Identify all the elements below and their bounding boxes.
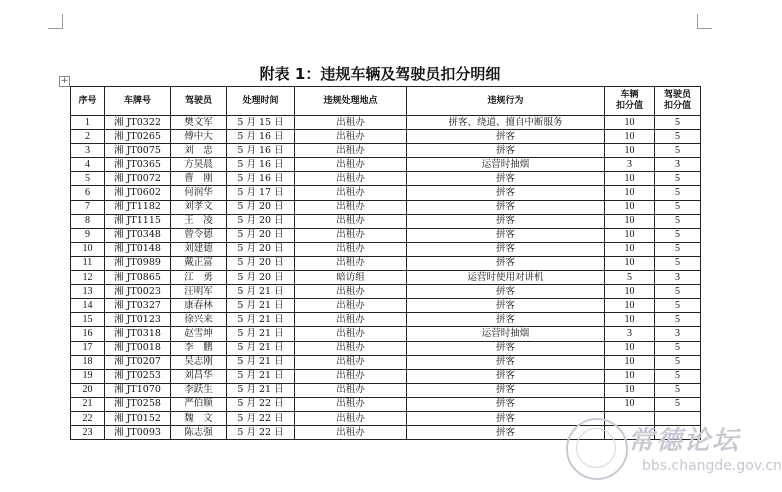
cell-driver: 傅中大 <box>171 130 227 144</box>
cell-plate: 湘 JT0365 <box>105 158 171 172</box>
cell-violation: 拼客 <box>407 130 605 144</box>
cell-date: 5 月 22 日 <box>227 426 295 440</box>
cell-violation: 拼客 <box>407 200 605 214</box>
cell-vehicle-points: 10 <box>605 242 655 256</box>
table-row <box>71 426 701 440</box>
cell-violation: 拼客 <box>407 228 605 242</box>
cell-location: 出租办 <box>295 369 407 383</box>
table-row <box>71 256 701 270</box>
cell-driver-points: 5 <box>655 116 701 130</box>
cell-seq: 17 <box>71 341 105 355</box>
cell-driver-points: 5 <box>655 214 701 228</box>
cell-vehicle-points: 10 <box>605 397 655 411</box>
cell-vehicle-points: 10 <box>605 285 655 299</box>
header-vehicle-points: 车辆 扣分值 <box>605 87 655 116</box>
cell-driver-points: 3 <box>655 158 701 172</box>
cell-location: 出租办 <box>295 327 407 341</box>
cell-date: 5 月 21 日 <box>227 327 295 341</box>
cell-vehicle-points: 10 <box>605 313 655 327</box>
cell-vehicle-points: 3 <box>605 327 655 341</box>
cell-seq: 8 <box>71 214 105 228</box>
cell-seq: 12 <box>71 271 105 285</box>
table-row <box>71 285 701 299</box>
table-row <box>71 271 701 285</box>
cell-driver-points: 5 <box>655 172 701 186</box>
cell-vehicle-points: 10 <box>605 200 655 214</box>
cell-plate: 湘 JT0075 <box>105 144 171 158</box>
cell-driver: 李 鹏 <box>171 341 227 355</box>
cell-vehicle-points: 10 <box>605 172 655 186</box>
header-driver: 驾驶员 <box>171 87 227 116</box>
cell-date: 5 月 16 日 <box>227 158 295 172</box>
cell-seq: 4 <box>71 158 105 172</box>
cell-driver-points: 5 <box>655 256 701 270</box>
table-row <box>71 411 701 425</box>
watermark-url: bbs.changde.gov.cn <box>642 458 782 474</box>
cell-date: 5 月 20 日 <box>227 242 295 256</box>
cell-violation: 拼客 <box>407 242 605 256</box>
cell-violation: 拼客 <box>407 426 605 440</box>
cell-seq: 6 <box>71 186 105 200</box>
cell-date: 5 月 17 日 <box>227 186 295 200</box>
cell-location: 出租办 <box>295 116 407 130</box>
cell-violation: 拼客 <box>407 299 605 313</box>
page-corner-mark-top-left <box>48 14 63 29</box>
cell-date: 5 月 16 日 <box>227 144 295 158</box>
cell-driver: 陈志强 <box>171 426 227 440</box>
cell-violation: 拼客 <box>407 355 605 369</box>
cell-plate: 湘 JT0018 <box>105 341 171 355</box>
cell-seq: 7 <box>71 200 105 214</box>
header-seq: 序号 <box>71 87 105 116</box>
cell-date: 5 月 20 日 <box>227 214 295 228</box>
cell-violation: 拼客、绕道、擅自中断服务 <box>407 116 605 130</box>
cell-vehicle-points: 10 <box>605 130 655 144</box>
cell-driver: 魏 文 <box>171 411 227 425</box>
cell-seq: 13 <box>71 285 105 299</box>
cell-driver: 刘昌华 <box>171 369 227 383</box>
cell-plate: 湘 JT0148 <box>105 242 171 256</box>
cell-date: 5 月 20 日 <box>227 228 295 242</box>
cell-date: 5 月 21 日 <box>227 369 295 383</box>
cell-plate: 湘 JT1115 <box>105 214 171 228</box>
cell-driver: 方昊晨 <box>171 158 227 172</box>
cell-driver: 曾令德 <box>171 228 227 242</box>
cell-date: 5 月 20 日 <box>227 271 295 285</box>
cell-location: 出租办 <box>295 172 407 186</box>
cell-driver: 王 凌 <box>171 214 227 228</box>
table-row <box>71 172 701 186</box>
cell-location: 出租办 <box>295 285 407 299</box>
cell-violation: 拼客 <box>407 256 605 270</box>
cell-vehicle-points: 10 <box>605 341 655 355</box>
cell-seq: 10 <box>71 242 105 256</box>
cell-plate: 湘 JT0865 <box>105 271 171 285</box>
table-move-handle-icon[interactable]: + <box>60 76 69 86</box>
cell-vehicle-points: 10 <box>605 228 655 242</box>
table-row <box>71 186 701 200</box>
cell-seq: 16 <box>71 327 105 341</box>
cell-seq: 18 <box>71 355 105 369</box>
table-row <box>71 242 701 256</box>
cell-driver-points: 5 <box>655 242 701 256</box>
cell-vehicle-points: 10 <box>605 144 655 158</box>
cell-date: 5 月 21 日 <box>227 285 295 299</box>
header-plate: 车牌号 <box>105 87 171 116</box>
cell-driver: 康春林 <box>171 299 227 313</box>
cell-driver-points: 5 <box>655 369 701 383</box>
cell-violation: 拼客 <box>407 397 605 411</box>
cell-driver-points <box>655 426 701 440</box>
table-row <box>71 116 701 130</box>
cell-seq: 21 <box>71 397 105 411</box>
cell-location: 出租办 <box>295 200 407 214</box>
cell-driver: 徐兴来 <box>171 313 227 327</box>
cell-date: 5 月 21 日 <box>227 313 295 327</box>
table-row <box>71 214 701 228</box>
cell-seq: 15 <box>71 313 105 327</box>
cell-location: 出租办 <box>295 383 407 397</box>
cell-seq: 19 <box>71 369 105 383</box>
cell-driver-points: 5 <box>655 285 701 299</box>
cell-plate: 湘 JT0207 <box>105 355 171 369</box>
table-header-row <box>71 87 701 116</box>
page-corner-mark-top-right <box>697 14 712 29</box>
cell-driver: 汪明军 <box>171 285 227 299</box>
cell-seq: 3 <box>71 144 105 158</box>
cell-date: 5 月 22 日 <box>227 397 295 411</box>
watermark-text: 常德论坛 <box>628 426 741 456</box>
cell-driver: 李跃生 <box>171 383 227 397</box>
cell-driver-points: 5 <box>655 341 701 355</box>
cell-driver-points: 3 <box>655 271 701 285</box>
cell-violation: 运营时使用对讲机 <box>407 271 605 285</box>
cell-vehicle-points: 10 <box>605 116 655 130</box>
cell-driver-points: 5 <box>655 200 701 214</box>
cell-driver: 何润华 <box>171 186 227 200</box>
cell-violation: 运营时抽烟 <box>407 158 605 172</box>
cell-violation: 拼客 <box>407 341 605 355</box>
table-row <box>71 158 701 172</box>
cell-vehicle-points: 10 <box>605 369 655 383</box>
cell-location: 出租办 <box>295 355 407 369</box>
cell-date: 5 月 21 日 <box>227 299 295 313</box>
cell-driver: 赵雪坤 <box>171 327 227 341</box>
cell-plate: 湘 JT0348 <box>105 228 171 242</box>
cell-seq: 22 <box>71 411 105 425</box>
cell-violation: 拼客 <box>407 411 605 425</box>
cell-plate: 湘 JT0258 <box>105 397 171 411</box>
cell-driver-points: 5 <box>655 299 701 313</box>
cell-driver: 刘孝文 <box>171 200 227 214</box>
cell-date: 5 月 21 日 <box>227 383 295 397</box>
header-location: 违规处理地点 <box>295 87 407 116</box>
table-row <box>71 397 701 411</box>
table-row <box>71 369 701 383</box>
cell-vehicle-points: 5 <box>605 271 655 285</box>
table-row <box>71 355 701 369</box>
cell-violation: 拼客 <box>407 383 605 397</box>
page-title: 附表 1：违规车辆及驾驶员扣分明细 <box>259 65 501 83</box>
cell-driver: 严伯顺 <box>171 397 227 411</box>
cell-seq: 2 <box>71 130 105 144</box>
cell-vehicle-points: 10 <box>605 299 655 313</box>
table-row <box>71 228 701 242</box>
table-row <box>71 327 701 341</box>
cell-plate: 湘 JT0318 <box>105 327 171 341</box>
cell-violation: 运营时抽烟 <box>407 327 605 341</box>
cell-plate: 湘 JT0602 <box>105 186 171 200</box>
table-row <box>71 313 701 327</box>
cell-seq: 5 <box>71 172 105 186</box>
cell-driver-points: 5 <box>655 355 701 369</box>
cell-plate: 湘 JT0265 <box>105 130 171 144</box>
cell-violation: 拼客 <box>407 285 605 299</box>
cell-seq: 20 <box>71 383 105 397</box>
cell-date: 5 月 16 日 <box>227 130 295 144</box>
cell-plate: 湘 JT0152 <box>105 411 171 425</box>
cell-location: 出租办 <box>295 214 407 228</box>
cell-location: 出租办 <box>295 397 407 411</box>
cell-location: 出租办 <box>295 158 407 172</box>
cell-driver-points: 3 <box>655 327 701 341</box>
table-row <box>71 341 701 355</box>
cell-plate: 湘 JT0023 <box>105 285 171 299</box>
cell-driver: 戴正富 <box>171 256 227 270</box>
cell-vehicle-points: 10 <box>605 186 655 200</box>
cell-vehicle-points: 10 <box>605 355 655 369</box>
cell-date: 5 月 20 日 <box>227 256 295 270</box>
cell-location: 出租办 <box>295 228 407 242</box>
cell-seq: 23 <box>71 426 105 440</box>
violation-table <box>70 86 701 440</box>
cell-vehicle-points: 10 <box>605 214 655 228</box>
cell-date: 5 月 21 日 <box>227 355 295 369</box>
cell-plate: 湘 JT0322 <box>105 116 171 130</box>
cell-violation: 拼客 <box>407 313 605 327</box>
table-row <box>71 130 701 144</box>
cell-driver: 吴志刚 <box>171 355 227 369</box>
cell-seq: 11 <box>71 256 105 270</box>
header-date: 处理时间 <box>227 87 295 116</box>
cell-violation: 拼客 <box>407 186 605 200</box>
cell-plate: 湘 JT0123 <box>105 313 171 327</box>
cell-driver: 曹 刚 <box>171 172 227 186</box>
cell-driver-points <box>655 411 701 425</box>
cell-plate: 湘 JT0093 <box>105 426 171 440</box>
cell-driver: 刘建德 <box>171 242 227 256</box>
cell-violation: 拼客 <box>407 214 605 228</box>
cell-driver: 樊文军 <box>171 116 227 130</box>
cell-location: 出租办 <box>295 426 407 440</box>
cell-location: 出租办 <box>295 299 407 313</box>
cell-date: 5 月 22 日 <box>227 411 295 425</box>
cell-driver-points: 5 <box>655 228 701 242</box>
cell-date: 5 月 16 日 <box>227 172 295 186</box>
cell-date: 5 月 15 日 <box>227 116 295 130</box>
table-row <box>71 200 701 214</box>
cell-plate: 湘 JT0072 <box>105 172 171 186</box>
cell-date: 5 月 20 日 <box>227 200 295 214</box>
cell-violation: 拼客 <box>407 172 605 186</box>
cell-seq: 14 <box>71 299 105 313</box>
cell-plate: 湘 JT0253 <box>105 369 171 383</box>
cell-vehicle-points: 10 <box>605 383 655 397</box>
cell-driver: 江 勇 <box>171 271 227 285</box>
table-row <box>71 383 701 397</box>
cell-driver-points: 5 <box>655 130 701 144</box>
cell-plate: 湘 JT1182 <box>105 200 171 214</box>
cell-driver-points: 5 <box>655 313 701 327</box>
cell-driver-points: 5 <box>655 144 701 158</box>
cell-date: 5 月 21 日 <box>227 341 295 355</box>
cell-vehicle-points: 10 <box>605 256 655 270</box>
cell-location: 出租办 <box>295 186 407 200</box>
cell-violation: 拼客 <box>407 144 605 158</box>
cell-plate: 湘 JT1070 <box>105 383 171 397</box>
cell-vehicle-points <box>605 411 655 425</box>
cell-plate: 湘 JT0327 <box>105 299 171 313</box>
cell-driver: 刘 忠 <box>171 144 227 158</box>
cell-location: 出租办 <box>295 144 407 158</box>
cell-vehicle-points: 3 <box>605 158 655 172</box>
cell-driver-points: 5 <box>655 186 701 200</box>
cell-seq: 9 <box>71 228 105 242</box>
cell-driver-points: 5 <box>655 397 701 411</box>
cell-location: 出租办 <box>295 130 407 144</box>
table-row <box>71 144 701 158</box>
table-row <box>71 299 701 313</box>
cell-location: 出租办 <box>295 411 407 425</box>
header-driver-points: 驾驶员 扣分值 <box>655 87 701 116</box>
cell-seq: 1 <box>71 116 105 130</box>
cell-violation: 拼客 <box>407 369 605 383</box>
cell-location: 出租办 <box>295 256 407 270</box>
cell-location: 暗访组 <box>295 271 407 285</box>
cell-vehicle-points <box>605 426 655 440</box>
cell-driver-points: 5 <box>655 383 701 397</box>
cell-plate: 湘 JT0989 <box>105 256 171 270</box>
cell-location: 出租办 <box>295 313 407 327</box>
cell-location: 出租办 <box>295 341 407 355</box>
header-violation: 违规行为 <box>407 87 605 116</box>
cell-location: 出租办 <box>295 242 407 256</box>
